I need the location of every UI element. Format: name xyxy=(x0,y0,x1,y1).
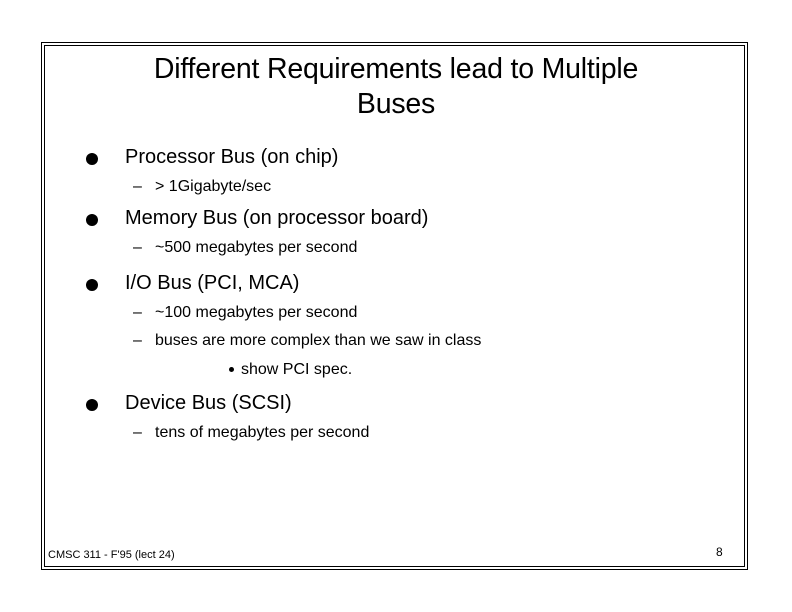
sub-sub-bullet-pci-spec xyxy=(225,360,625,382)
sub-bullet-memory-speed xyxy=(133,238,733,260)
bullet-dot-icon xyxy=(86,279,98,291)
slide-title xyxy=(60,52,732,122)
sub-sub-bullet-text: show PCI spec. xyxy=(241,361,353,378)
bullet-processor-bus xyxy=(83,144,723,172)
dash-icon: – xyxy=(133,304,142,321)
dash-icon: – xyxy=(133,424,142,441)
sub-bullet-text: ~100 megabytes per second xyxy=(155,304,358,321)
bullet-text: Device Bus (SCSI) xyxy=(125,392,292,414)
sub-bullet-io-speed xyxy=(133,303,733,325)
bullet-io-bus xyxy=(83,270,723,298)
bullet-memory-bus xyxy=(83,205,723,233)
dash-icon: – xyxy=(133,332,142,349)
bullet-device-bus xyxy=(83,390,723,418)
sub-bullet-text: > 1Gigabyte/sec xyxy=(155,178,272,195)
small-bullet-icon xyxy=(229,367,234,372)
bullet-dot-icon xyxy=(86,153,98,165)
bullet-dot-icon xyxy=(86,399,98,411)
bullet-text: I/O Bus (PCI, MCA) xyxy=(125,272,300,294)
dash-icon: – xyxy=(133,178,142,195)
bullet-text: Memory Bus (on processor board) xyxy=(125,207,429,229)
slide-title-line-2: Buses xyxy=(356,88,436,120)
sub-bullet-processor-speed xyxy=(133,177,733,199)
sub-bullet-text: buses are more complex than we saw in class xyxy=(155,332,482,349)
bullet-text: Processor Bus (on chip) xyxy=(125,146,339,168)
sub-bullet-device-speed xyxy=(133,423,733,445)
sub-bullet-text: tens of megabytes per second xyxy=(155,424,370,441)
sub-bullet-text: ~500 megabytes per second xyxy=(155,239,358,256)
page-number: 8 xyxy=(716,545,723,559)
dash-icon: – xyxy=(133,239,142,256)
footer-course-label: CMSC 311 - F'95 (lect 24) xyxy=(48,549,175,561)
slide-title-line-1: Different Requirements lead to Multiple xyxy=(153,53,639,85)
sub-bullet-io-complexity xyxy=(133,331,733,353)
bullet-dot-icon xyxy=(86,214,98,226)
